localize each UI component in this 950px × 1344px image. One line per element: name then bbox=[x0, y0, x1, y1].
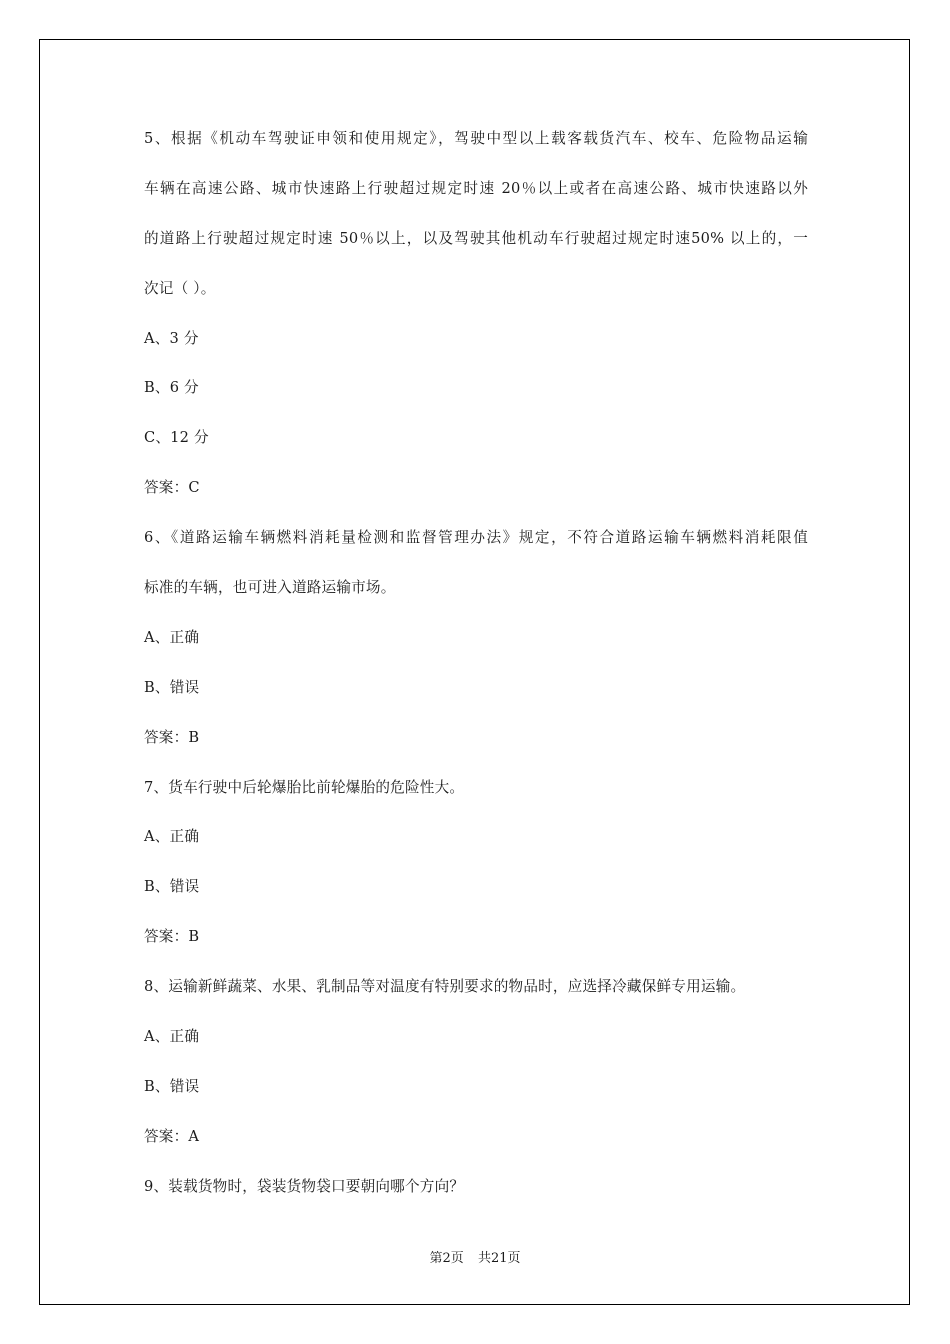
question-5-line-1: 5、根据《机动车驾驶证申领和使用规定》，驾驶中型以上载客载货汽车、校车、危险物品运输 bbox=[144, 130, 808, 147]
question-5-line-2: 车辆在高速公路、城市快速路上行驶超过规定时速 20％以上或者在高速公路、城市快速路以外 bbox=[144, 179, 808, 197]
question-7-answer: 答案：B bbox=[144, 928, 200, 946]
question-5-option-b: B、6 分 bbox=[144, 379, 199, 397]
question-5-option-a: A、3 分 bbox=[144, 329, 199, 347]
question-5-answer: 答案：C bbox=[144, 479, 200, 497]
question-6-option-b: B、错误 bbox=[144, 678, 200, 696]
question-8-option-a: A、正确 bbox=[144, 1028, 200, 1046]
question-7-option-b: B、错误 bbox=[144, 878, 200, 896]
question-5-line-3: 的道路上行驶超过规定时速 50％以上，以及驾驶其他机动车行驶超过规定时速50% 以上的，一 bbox=[144, 229, 808, 247]
question-7-line-1: 7、货车行驶中后轮爆胎比前轮爆胎的危险性大。 bbox=[144, 778, 465, 796]
question-5-option-c: C、12 分 bbox=[144, 429, 209, 447]
question-6-option-a: A、正确 bbox=[144, 628, 200, 646]
page-total: 共21页 bbox=[477, 1251, 521, 1266]
question-8-line-1: 8、运输新鲜蔬菜、水果、乳制品等对温度有特别要求的物品时，应选择冷藏保鲜专用运输。 bbox=[144, 978, 746, 996]
question-8-option-b: B、错误 bbox=[144, 1077, 200, 1095]
question-9-line-1: 9、装载货物时，袋装货物袋口要朝向哪个方向？ bbox=[144, 1177, 465, 1195]
document-body bbox=[144, 127, 808, 1225]
question-6-line-1: 6、《道路运输车辆燃料消耗量检测和监督管理办法》规定，不符合道路运输车辆燃料消耗限值 bbox=[144, 529, 808, 547]
page-number: 第2页 bbox=[429, 1251, 464, 1266]
page-footer bbox=[0, 1247, 950, 1266]
question-6-answer: 答案：B bbox=[144, 728, 200, 746]
question-5-line-4: 次记（ ）。 bbox=[144, 279, 216, 297]
question-7-option-a: A、正确 bbox=[144, 828, 200, 846]
question-8-answer: 答案：A bbox=[144, 1127, 200, 1145]
question-6-line-2: 标准的车辆，也可进入道路运输市场。 bbox=[144, 579, 396, 597]
